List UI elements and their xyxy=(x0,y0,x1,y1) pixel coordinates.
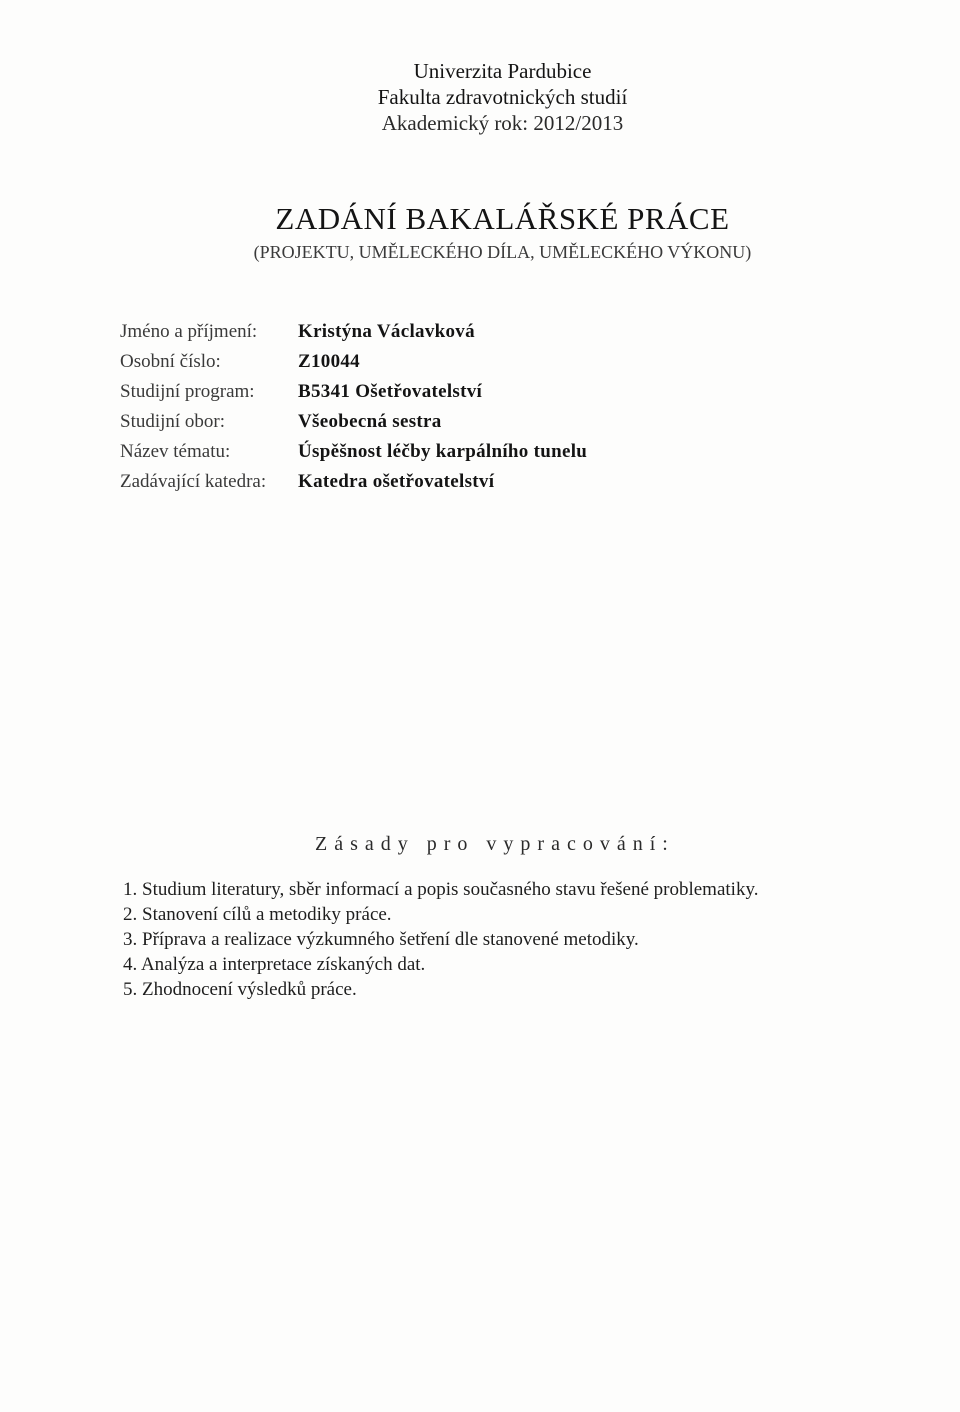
list-item: 4. Analýza a interpretace získaných dat. xyxy=(123,954,426,975)
info-row-program xyxy=(120,381,587,411)
info-value: Kristýna Václavková xyxy=(298,321,475,342)
info-row-field xyxy=(120,411,587,441)
list-item: 2. Stanovení cílů a metodiky práce. xyxy=(123,904,392,925)
list-item: 1. Studium literatury, sběr informací a popis současného stavu řešené problematiky. xyxy=(123,879,759,900)
rules-list xyxy=(123,877,758,1002)
title-block xyxy=(0,200,960,264)
info-label: Název tématu: xyxy=(120,441,231,462)
info-label: Osobní číslo: xyxy=(120,351,221,372)
student-info xyxy=(120,321,587,501)
academic-year: Akademický rok: 2012/2013 xyxy=(381,111,624,135)
info-label: Studijní obor: xyxy=(120,411,226,432)
info-value: Katedra ošetřovatelství xyxy=(298,471,495,492)
document-title: ZADÁNÍ BAKALÁŘSKÉ PRÁCE xyxy=(275,201,730,236)
document-subtitle: (PROJEKTU, UMĚLECKÉHO DÍLA, UMĚLECKÉHO VÝKONU) xyxy=(253,242,752,262)
university-name: Univerzita Pardubice xyxy=(413,59,592,83)
info-value: Všeobecná sestra xyxy=(298,411,442,432)
info-row-topic xyxy=(120,441,587,471)
info-label: Studijní program: xyxy=(120,381,255,402)
info-value: Úspěšnost léčby karpálního tunelu xyxy=(298,441,588,462)
info-value: Z10044 xyxy=(298,351,360,372)
info-label: Jméno a příjmení: xyxy=(120,321,258,342)
info-label: Zadávající katedra: xyxy=(120,471,267,492)
rules-heading: Zásady pro vypracování: xyxy=(315,833,675,855)
faculty-name: Fakulta zdravotnických studií xyxy=(377,85,628,109)
info-value: B5341 Ošetřovatelství xyxy=(298,381,483,402)
info-row-name xyxy=(120,321,587,351)
info-row-personal-number xyxy=(120,351,587,381)
document-header xyxy=(0,58,960,136)
list-item: 5. Zhodnocení výsledků práce. xyxy=(123,979,357,1000)
info-row-department xyxy=(120,471,587,501)
list-item: 3. Příprava a realizace výzkumného šetření dle stanovené metodiky. xyxy=(123,929,639,950)
